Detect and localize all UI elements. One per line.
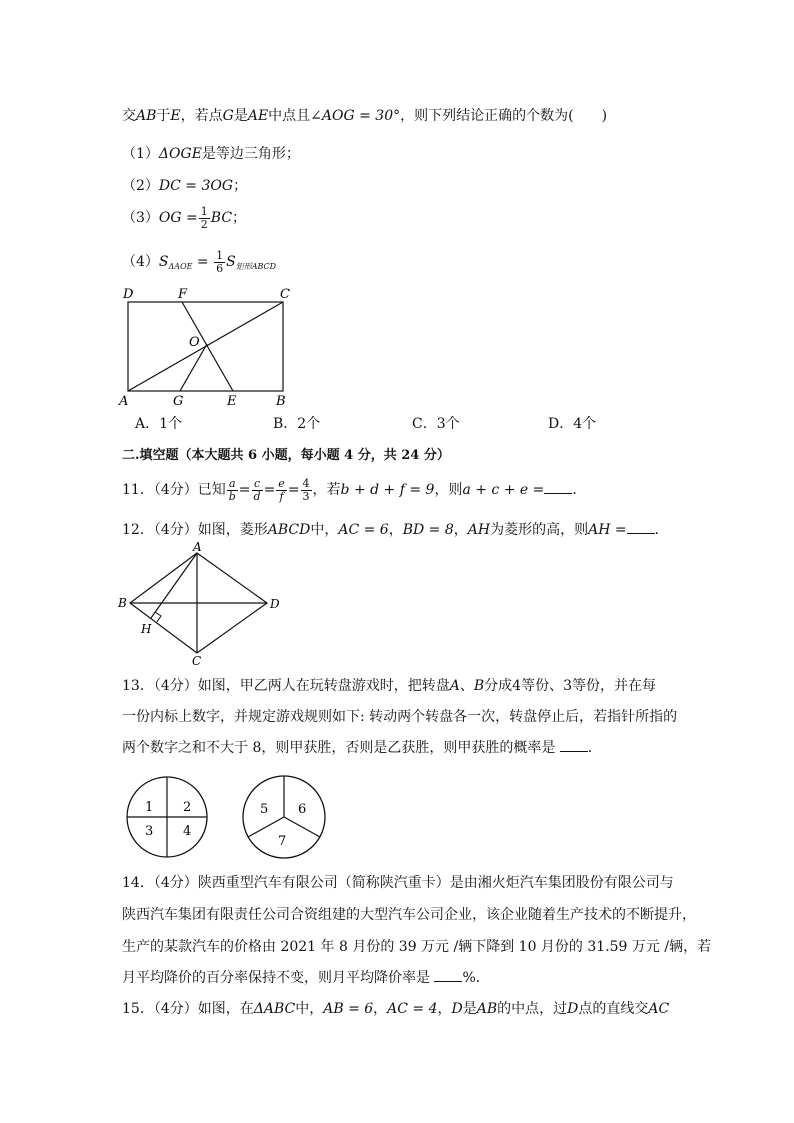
text: 月平均降价的百分率保持不变，则月平均降价率是 (122, 970, 430, 986)
label-g: G (173, 394, 184, 409)
math: BC (210, 210, 233, 226)
math: AB = 6 (323, 1001, 374, 1017)
answer-blank[interactable] (544, 481, 572, 494)
spinner-a-sector: 4 (183, 824, 192, 839)
math: BD = 8 (402, 522, 454, 538)
math: S (226, 254, 236, 270)
fraction (252, 478, 263, 503)
text: 15．（4分）如图，在 (122, 1001, 254, 1017)
label-d: D (270, 597, 280, 611)
num: （4） (122, 254, 159, 270)
math: AC (648, 1001, 670, 1017)
question-14-line-2: 陕西汽车集团有限责任公司合资组建的大型汽车公司企业，该企业随着生产技术的不断提升， (122, 907, 696, 923)
question-11 (122, 475, 586, 505)
question-13-line-2: 一份内标上数字，并规定游戏规则如下: 转动两个转盘各一次，转盘停止后，若指针所指的 (122, 709, 678, 725)
spinner-b-sector: 7 (278, 834, 287, 849)
q10-stem (122, 107, 607, 125)
answer-blank[interactable] (434, 969, 462, 982)
fraction (214, 250, 225, 275)
choice-c: C．3个 (412, 416, 460, 432)
math: A (449, 678, 460, 694)
spinner-a-sector: 3 (145, 824, 154, 839)
subscript: ΔAOE (168, 262, 193, 271)
denominator: 3 (302, 489, 310, 503)
spinner-b-divider (284, 817, 320, 837)
math: ABCD (267, 522, 311, 538)
spinner-b-sector: 5 (260, 802, 269, 817)
denominator: 6 (216, 261, 224, 275)
label-b: B (276, 394, 286, 409)
text: ． (572, 482, 587, 498)
math: AB (136, 108, 157, 124)
fraction (227, 478, 238, 503)
question-14-line-4 (122, 969, 490, 987)
text: 是 (233, 108, 248, 124)
q10-statement-1 (122, 145, 300, 163)
math: AC = 6 (338, 522, 389, 538)
text: 的中点，过 (497, 1001, 568, 1017)
text: ，则 (434, 482, 463, 498)
section-title: 二.填空题（本大题共 6 小题，每小题 4 分，共 24 分） (122, 448, 450, 463)
spinner-a-sector: 2 (183, 800, 192, 815)
math: AE (247, 108, 269, 124)
text: 11．（4分）已知 (122, 482, 226, 498)
spinner-b (243, 776, 325, 858)
label-a: A (193, 540, 202, 554)
math: D (567, 1001, 579, 1017)
label-d: D (123, 287, 134, 302)
question-14-line-3: 生产的某款汽车的价格由 2021 年 8 月份的 39 万元 /辆下降到 10 月份的 31.59 万元 /辆，若 (122, 939, 712, 955)
text: 中， (295, 1001, 324, 1017)
text: ， (388, 522, 403, 538)
math: G (222, 108, 234, 124)
math: ΔABC (253, 1001, 296, 1017)
question-12 (122, 521, 669, 539)
text: %． (462, 970, 490, 986)
text: ， (373, 1001, 388, 1017)
text: 点的直线交 (578, 1001, 649, 1017)
num: （1） (122, 146, 159, 162)
label-o: O (189, 335, 200, 350)
subscript: 矩形ABCD (235, 262, 277, 271)
math: DC = 3OG (158, 178, 234, 194)
question-13-line-1 (122, 677, 656, 695)
question-13-line-3 (122, 739, 602, 757)
q10-statement-2 (122, 177, 247, 195)
math: AH = (588, 522, 627, 538)
math: AB (476, 1001, 498, 1017)
text: 、 (459, 678, 474, 694)
num: （3） (122, 210, 159, 226)
choice-d: D．4个 (548, 416, 597, 432)
math: OG = (158, 210, 198, 226)
text: ，则下列结论正确的个数为( ) (400, 108, 608, 124)
numerator: a (227, 478, 238, 491)
math: ΔOGE (158, 146, 202, 162)
math: D (451, 1001, 463, 1017)
text: ，若 (312, 482, 341, 498)
text: 12．（4分）如图，菱形 (122, 522, 268, 538)
label-c: C (280, 287, 290, 302)
numerator: c (252, 478, 263, 491)
fraction (301, 478, 312, 503)
text: ； (233, 178, 248, 194)
text: 13．（4分）如图，甲乙两人在玩转盘游戏时，把转盘 (122, 678, 450, 694)
math: AH (467, 522, 491, 538)
numerator: e (278, 476, 285, 490)
choice-b: B．2个 (273, 416, 321, 432)
text: 两个数字之和不大于 8，则甲获胜，否则是乙获胜，则甲获胜的概率是 (122, 740, 556, 756)
math: S (158, 254, 169, 270)
label-e: E (227, 394, 237, 409)
text: 为菱形的高，则 (490, 522, 589, 538)
denominator: d (253, 489, 261, 503)
numerator: 4 (302, 476, 310, 490)
rectangle-figure (115, 284, 305, 409)
label-f: F (178, 287, 188, 302)
spinner-a (127, 777, 207, 857)
math: = (263, 482, 276, 498)
text: 中， (310, 522, 339, 538)
question-15 (122, 1000, 669, 1018)
label-h: H (141, 622, 152, 636)
text: 是 (462, 1001, 477, 1017)
math: = (238, 482, 251, 498)
numerator: 1 (200, 204, 208, 218)
text: ，若点 (180, 108, 223, 124)
text: 中点且 (268, 108, 311, 124)
spinner-a-sector: 1 (145, 800, 154, 815)
q10-statement-3 (122, 204, 246, 232)
text: 于 (156, 108, 171, 124)
math: AC = 4 (387, 1001, 438, 1017)
text: 交 (122, 108, 136, 124)
text: ， (437, 1001, 452, 1017)
math: a + c + e = (462, 482, 545, 498)
num: （2） (122, 178, 159, 194)
answer-blank[interactable] (627, 521, 655, 534)
spinner-b-sector: 6 (298, 802, 307, 817)
spinners-figure (120, 775, 335, 865)
fraction (199, 206, 210, 231)
numerator: 1 (216, 248, 224, 262)
denominator: 2 (200, 217, 208, 231)
math: E (170, 108, 181, 124)
choice-a: A．1个 (135, 416, 183, 432)
text: 分成4等份、3等份，并在每 (484, 678, 656, 694)
question-14-line-1: 14．（4分）陕西重型汽车有限公司（简称陕汽重卡）是由湘火炬汽车集团股份有限公司与 (122, 875, 674, 891)
rhombus-figure (115, 540, 290, 668)
segment-go (180, 344, 207, 391)
math: ∠AOG = 30° (310, 108, 401, 124)
height-ah (151, 553, 197, 618)
text: ； (232, 210, 247, 226)
label-c: C (192, 654, 202, 668)
right-angle-mark (155, 612, 161, 622)
answer-blank[interactable] (560, 739, 588, 752)
label-a: A (119, 394, 129, 409)
math: b + d + f = 9 (340, 482, 435, 498)
fraction (276, 478, 287, 503)
text: ． (587, 740, 602, 756)
text: ． (654, 522, 669, 538)
label-b: B (118, 596, 127, 610)
q10-statement-4 (122, 248, 276, 281)
denominator: f (279, 489, 284, 503)
denominator: b (228, 489, 236, 503)
math: B (473, 678, 485, 694)
text: ， (453, 522, 468, 538)
text: 是等边三角形； (201, 146, 300, 162)
math: = (287, 482, 300, 498)
math: = (196, 254, 209, 270)
